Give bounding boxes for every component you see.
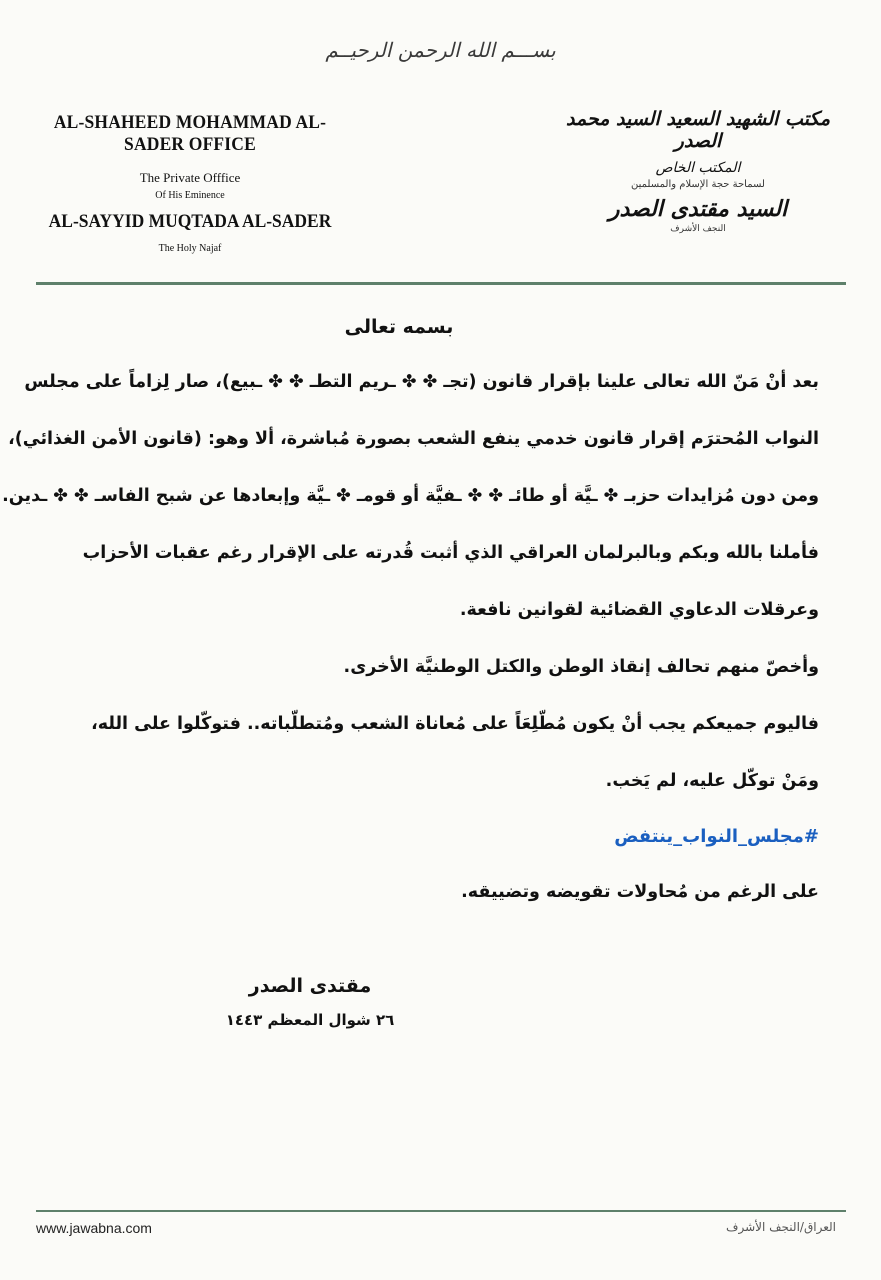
- sayyid-name-ar: السيد مقتدى الصدر: [608, 196, 788, 222]
- signature-name: مقتدى الصدر: [248, 975, 372, 997]
- office-name-ar: مكتب الشهيد السعيد السيد محمد الصدر: [565, 108, 830, 152]
- private-office-ar: المكتب الخاص: [655, 160, 741, 176]
- statement-title: بسمه تعالى: [344, 316, 454, 338]
- body-line: بعد أنْ مَنّ الله تعالى علينا بإقرار قانون (تجـ ✤ ✤ ـريم التطـ ✤ ✤ ـبيع)، صار لِزاماً على مجلس: [24, 372, 819, 392]
- basmala: بســـم الله الرحمن الرحيــم: [325, 38, 556, 62]
- signature-block: [215, 975, 405, 1029]
- body-line: النواب المُحترَم إقرار قانون خدمي ينفع الشعب بصورة مُباشرة، ألا وهو: (قانون الأمن الغذائي)،: [8, 429, 819, 449]
- city-en: The Holy Najaf: [158, 243, 222, 254]
- honorific-ar: لسماحة حجة الإسلام والمسلمين: [631, 179, 765, 190]
- private-office-en: The Private Offfice: [139, 170, 241, 185]
- closing-line: على الرغم من مُحاولات تقويضه وتضييقه.: [461, 882, 819, 902]
- signature-date: ٢٦ شوال المعظم ١٤٤٣: [225, 1011, 395, 1029]
- sayyid-name-en: AL-SAYYID MUQTADA AL-SADER: [48, 211, 332, 232]
- arabic-letterhead: [553, 108, 843, 234]
- city-ar: النجف الأشرف: [670, 224, 726, 234]
- body-line: ومن دون مُزايدات حزبـ ✤ ـيَّة أو طائـ ✤ ✤ ـفيَّة أو قومـ ✤ ـيَّة وإبعادها عن شبح الفاسـ ✤ ✤ ـدين.: [2, 486, 819, 506]
- header-divider: [36, 282, 846, 285]
- website-link[interactable]: www.jawabna.com: [36, 1220, 152, 1236]
- body-line: وعرقلات الدعاوي القضائية لقوانين نافعة.: [459, 600, 819, 620]
- statement-body: [2, 310, 819, 921]
- footer-divider: [36, 1210, 846, 1212]
- eminence-en: Of His Eminence: [155, 190, 225, 201]
- body-line: وأخصّ منهم تحالف إنقاذ الوطن والكتل الوطنيَّة الأخرى.: [343, 657, 819, 677]
- body-line: ومَنْ توكّل عليه، لم يَخب.: [605, 771, 819, 791]
- footer-location: العراق/النجف الأشرف: [726, 1220, 836, 1234]
- body-line: فأملنا بالله وبكم وبالبرلمان العراقي الذي أثبت قُدرته على الإقرار رغم عقبات الأحزاب: [82, 543, 819, 563]
- hashtag-link[interactable]: #مجلس_النواب_ينتفض: [614, 826, 819, 847]
- english-letterhead: [20, 112, 360, 254]
- body-line: فاليوم جميعكم يجب أنْ يكون مُطّلِعَاً على مُعاناة الشعب ومُتطلّباته.. فتوكّلوا على الله،: [91, 714, 819, 734]
- office-name-en: AL-SHAHEED MOHAMMAD AL-SADER OFFICE: [53, 112, 327, 155]
